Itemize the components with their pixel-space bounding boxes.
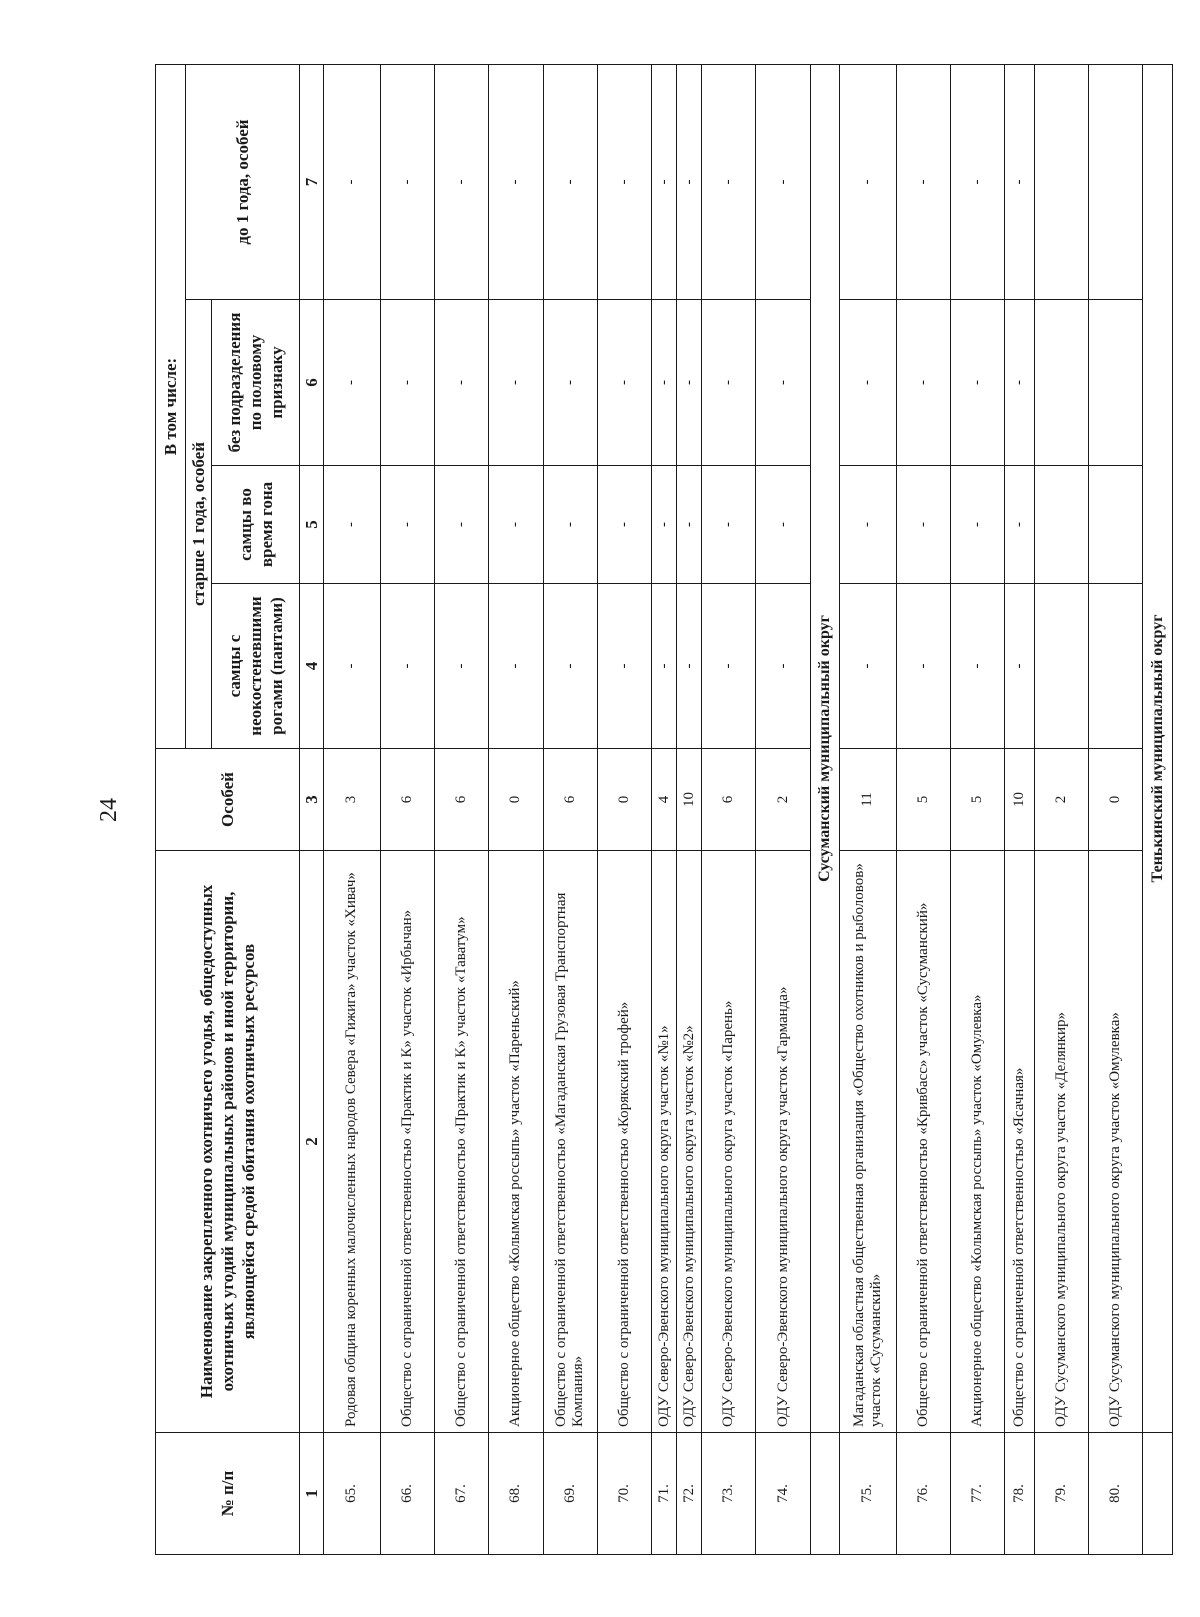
table-row: [840, 64, 897, 1554]
table-row: [597, 64, 651, 1554]
row-number: 66.: [380, 1433, 434, 1555]
row-name: Магаданская областная общественная организация «Общество охотников и рыболовов» участок «Сусуманский»: [840, 851, 897, 1433]
table-row: [380, 64, 434, 1554]
row-number: 71.: [652, 1433, 677, 1555]
row-no-sex: -: [756, 300, 810, 466]
row-no-sex: -: [597, 300, 651, 466]
row-males-antlers: -: [434, 584, 488, 749]
row-under1: -: [489, 64, 543, 299]
section-title: Сусуманский муниципальный округ: [810, 64, 839, 1432]
row-number: 74.: [756, 1433, 810, 1555]
row-name: Родовая община коренных малочисленных народов Севера «Гижига» участок «Хивач»: [324, 851, 381, 1433]
row-name: ОДУ Северо-Эвенского муниципального округа участок «№2»: [677, 851, 702, 1433]
row-number: 68.: [489, 1433, 543, 1555]
row-number: 67.: [434, 1433, 488, 1555]
col-number-6: 6: [300, 300, 324, 466]
row-name: Общество с ограниченной ответственностью «Практик и К» участок «Таватум»: [434, 851, 488, 1433]
table-row: [677, 64, 702, 1554]
row-total: 6: [380, 749, 434, 851]
row-males-antlers: -: [324, 584, 381, 749]
row-under1: -: [896, 64, 950, 299]
row-no-sex: -: [324, 300, 381, 466]
row-under1: -: [756, 64, 810, 299]
data-table: [155, 64, 1173, 1555]
row-males-antlers: -: [380, 584, 434, 749]
section-row: [810, 64, 839, 1554]
table-row: [434, 64, 488, 1554]
table-row: [652, 64, 677, 1554]
table-row: [1034, 64, 1088, 1554]
row-males-antlers: -: [896, 584, 950, 749]
row-number: 80.: [1089, 1433, 1143, 1555]
row-total: 6: [543, 749, 597, 851]
page-number: 24: [96, 798, 122, 822]
table-row: [951, 64, 1005, 1554]
row-under1: -: [702, 64, 756, 299]
row-males-antlers: -: [652, 584, 677, 749]
section-title: Тенькинский муниципальный округ: [1143, 64, 1173, 1432]
row-males-antlers: -: [756, 584, 810, 749]
row-no-sex: -: [840, 300, 897, 466]
header-males-antlers: самцы с неокостеневшими рогами (пантами): [212, 584, 300, 749]
row-total: 10: [677, 749, 702, 851]
table-row: [1005, 64, 1034, 1554]
row-no-sex: [1034, 300, 1088, 466]
row-males-rut: -: [840, 466, 897, 584]
row-males-antlers: -: [840, 584, 897, 749]
header-males-rut: самцы во время гона: [212, 466, 300, 584]
row-total: 4: [652, 749, 677, 851]
row-males-rut: -: [434, 466, 488, 584]
row-males-rut: -: [702, 466, 756, 584]
table-row: [1089, 64, 1143, 1554]
row-number: 76.: [896, 1433, 950, 1555]
header-total: Особей: [156, 749, 300, 851]
row-number: 78.: [1005, 1433, 1034, 1555]
row-males-antlers: [1089, 584, 1143, 749]
row-no-sex: -: [652, 300, 677, 466]
row-number: 70.: [597, 1433, 651, 1555]
row-total: 2: [1034, 749, 1088, 851]
row-no-sex: -: [677, 300, 702, 466]
row-name: Общество с ограниченной ответственностью «Кривбасс» участок «Сусуманский»: [896, 851, 950, 1433]
table-row: [324, 64, 381, 1554]
row-males-rut: -: [489, 466, 543, 584]
row-name: ОДУ Северо-Эвенского муниципального округа участок «№1»: [652, 851, 677, 1433]
row-name: Общество с ограниченной ответственностью «Практик и К» участок «Ирбычан»: [380, 851, 434, 1433]
row-males-rut: -: [1005, 466, 1034, 584]
row-total: 5: [896, 749, 950, 851]
row-total: 0: [489, 749, 543, 851]
row-under1: -: [543, 64, 597, 299]
row-males-antlers: -: [597, 584, 651, 749]
col-number-7: 7: [300, 64, 324, 299]
row-males-antlers: -: [702, 584, 756, 749]
row-under1: -: [380, 64, 434, 299]
row-total: 6: [702, 749, 756, 851]
row-no-sex: -: [951, 300, 1005, 466]
row-no-sex: -: [380, 300, 434, 466]
row-total: 6: [434, 749, 488, 851]
col-number-3: 3: [300, 749, 324, 851]
row-males-rut: -: [597, 466, 651, 584]
row-number: 72.: [677, 1433, 702, 1555]
row-no-sex: -: [489, 300, 543, 466]
row-under1: -: [840, 64, 897, 299]
header-num: № п/п: [156, 1433, 300, 1555]
row-total: 2: [756, 749, 810, 851]
row-under1: -: [677, 64, 702, 299]
row-males-rut: [1034, 466, 1088, 584]
header-older: старше 1 года, особей: [186, 300, 212, 749]
row-total: 0: [597, 749, 651, 851]
row-name: ОДУ Северо-Эвенского муниципального округа участок «Гарманда»: [756, 851, 810, 1433]
header-no-sex: без подразделения по половому признаку: [212, 300, 300, 466]
row-males-antlers: [1034, 584, 1088, 749]
row-under1: -: [652, 64, 677, 299]
row-males-antlers: -: [951, 584, 1005, 749]
col-number-2: 2: [300, 851, 324, 1433]
row-total: 10: [1005, 749, 1034, 851]
rotated-table-container: [155, 65, 1173, 1555]
row-no-sex: [1089, 300, 1143, 466]
row-males-antlers: -: [543, 584, 597, 749]
row-name: Общество с ограниченной ответственностью «Магаданская Грузовая Транспортная Компания»: [543, 851, 597, 1433]
col-number-1: 1: [300, 1433, 324, 1555]
row-name: ОДУ Сусуманского муниципального округа участок «Омулевка»: [1089, 851, 1143, 1433]
row-males-rut: -: [896, 466, 950, 584]
row-no-sex: -: [702, 300, 756, 466]
table-row: [702, 64, 756, 1554]
row-total: 0: [1089, 749, 1143, 851]
col-number-4: 4: [300, 584, 324, 749]
row-number: 65.: [324, 1433, 381, 1555]
row-no-sex: -: [896, 300, 950, 466]
row-under1: -: [434, 64, 488, 299]
row-name: ОДУ Северо-Эвенского муниципального округа участок «Парень»: [702, 851, 756, 1433]
row-total: 3: [324, 749, 381, 851]
row-males-rut: -: [677, 466, 702, 584]
row-no-sex: -: [1005, 300, 1034, 466]
header-name: Наименование закрепленного охотничьего угодья, общедоступных охотничьих угодий муниципальных районов и иной территории, являющейся средой обитания охотничьих ресурсов: [156, 851, 300, 1433]
row-number: 73.: [702, 1433, 756, 1555]
row-under1: -: [951, 64, 1005, 299]
row-males-antlers: -: [677, 584, 702, 749]
table-body: [324, 64, 1173, 1554]
row-males-rut: -: [652, 466, 677, 584]
row-under1: -: [1005, 64, 1034, 299]
row-males-rut: -: [756, 466, 810, 584]
row-males-rut: -: [324, 466, 381, 584]
section-empty-cell: [810, 1433, 839, 1555]
row-under1: [1034, 64, 1088, 299]
section-empty-cell: [1143, 1433, 1173, 1555]
row-name: Акционерное общество «Колымская россыпь» участок «Омулевка»: [951, 851, 1005, 1433]
row-name: Общество с ограниченной ответственностью «Корякский трофей»: [597, 851, 651, 1433]
table-row: [896, 64, 950, 1554]
row-males-rut: -: [543, 466, 597, 584]
row-name: Общество с ограниченной ответственностью «Ясачная»: [1005, 851, 1034, 1433]
section-row: [1143, 64, 1173, 1554]
row-males-rut: -: [951, 466, 1005, 584]
row-total: 5: [951, 749, 1005, 851]
row-males-rut: -: [380, 466, 434, 584]
row-no-sex: -: [543, 300, 597, 466]
row-under1: [1089, 64, 1143, 299]
row-number: 75.: [840, 1433, 897, 1555]
row-males-antlers: -: [489, 584, 543, 749]
row-number: 69.: [543, 1433, 597, 1555]
row-under1: -: [324, 64, 381, 299]
header-under1: до 1 года, особей: [186, 64, 300, 299]
header-including: В том числе:: [156, 64, 186, 748]
row-number: 77.: [951, 1433, 1005, 1555]
row-males-rut: [1089, 466, 1143, 584]
table-row: [543, 64, 597, 1554]
row-name: ОДУ Сусуманского муниципального округа участок «Делянкир»: [1034, 851, 1088, 1433]
col-number-5: 5: [300, 466, 324, 584]
row-total: 11: [840, 749, 897, 851]
row-under1: -: [597, 64, 651, 299]
row-males-antlers: -: [1005, 584, 1034, 749]
table-row: [489, 64, 543, 1554]
row-no-sex: -: [434, 300, 488, 466]
table-row: [756, 64, 810, 1554]
row-name: Акционерное общество «Колымская россыпь» участок «Пареньский»: [489, 851, 543, 1433]
row-number: 79.: [1034, 1433, 1088, 1555]
